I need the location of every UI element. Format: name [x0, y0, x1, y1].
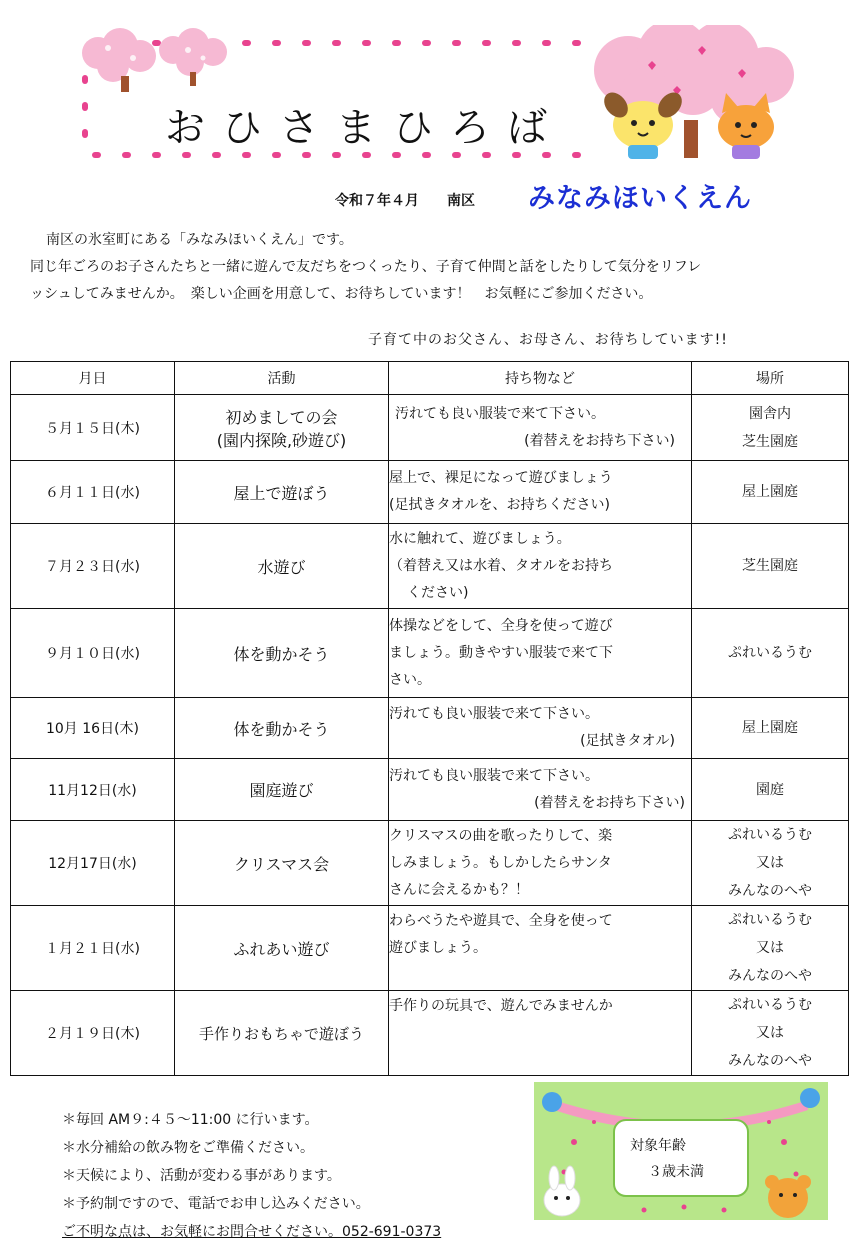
activity-line: 屋上で遊ぼう [233, 483, 330, 503]
place-line: 又は [756, 855, 784, 871]
column-header-date: 月日 [11, 362, 175, 395]
note-item: ＊予約制ですので、電話でお申し込みください。 [62, 1196, 370, 1212]
activity-line: 初めましての会 [225, 407, 338, 427]
table-header-row [11, 362, 849, 395]
row-activity [175, 759, 389, 821]
row-date: 10月 16日(木) [11, 698, 175, 759]
activity-line: 水遊び [257, 557, 306, 577]
table-row [11, 906, 849, 991]
activity-line: 園庭遊び [249, 781, 314, 800]
row-items [389, 759, 692, 821]
place-line: ぷれいるうむ [728, 827, 812, 843]
page-title: おひさまひろば [165, 105, 564, 151]
row-date: ６月１１日(水) [11, 461, 175, 524]
row-items [389, 698, 692, 759]
row-place [692, 609, 849, 698]
activity-line: 体を動かそう [233, 644, 330, 664]
items-line: 手作りの玩具で、遊んでみませんか [389, 998, 613, 1014]
column-header-activity: 活動 [175, 362, 389, 395]
blossom-tree-animals-icon [588, 25, 798, 167]
row-items [389, 609, 692, 698]
table-row [11, 821, 849, 906]
row-items [389, 461, 692, 524]
place-line: みんなのへや [728, 968, 812, 984]
place-line: ぷれいるうむ [728, 997, 812, 1013]
row-date: ９月１０日(水) [11, 609, 175, 698]
items-line: さんに会えるかも？！ [389, 881, 529, 898]
row-date: ２月１９日(木) [11, 991, 175, 1076]
row-activity [175, 698, 389, 759]
intro-line: 同じ年ごろのお子さんたちと一緒に遊んで友だちをつくったり、子育て仲間と話をしたりして気分をリフレ [30, 259, 702, 275]
table-row [11, 759, 849, 821]
intro-text [30, 227, 858, 308]
items-line: (足拭きタオルを、お持ちください) [389, 497, 610, 513]
row-place [692, 698, 849, 759]
items-line: (足拭きタオル) [580, 733, 675, 749]
items-line: 汚れても良い服装で来て下さい。 [389, 706, 599, 722]
note-item: ＊水分補給の飲み物をご準備ください。 [62, 1140, 314, 1156]
intro-line: ッシュしてみませんか。 楽しい企画を用意して、お待ちしています！ お気軽にご参加ください。 [30, 286, 653, 302]
place-line: みんなのへや [728, 1053, 812, 1069]
intro-line: 南区の氷室町にある「みなみほいくえん」です。 [46, 232, 353, 248]
target-age-value: ３歳未満 [648, 1164, 704, 1180]
place-line: 芝生園庭 [742, 433, 798, 450]
row-items [389, 524, 692, 609]
row-activity [175, 609, 389, 698]
items-line: 体操などをして、全身を使って遊び [389, 617, 613, 634]
activity-line: クリスマス会 [233, 854, 330, 874]
table-row [11, 991, 849, 1076]
items-line: (着替えをお持ち下さい) [524, 432, 675, 449]
place-line: 屋上園庭 [742, 720, 798, 736]
schedule-table [10, 361, 849, 1076]
activity-line: (園内探険,砂遊び) [216, 430, 347, 450]
contact-line: ご不明な点は、お気軽にお問合せください。052-691-0373 [62, 1224, 442, 1240]
row-place [692, 524, 849, 609]
row-activity [175, 906, 389, 991]
table-row [11, 524, 849, 609]
row-date: ７月２３日(水) [11, 524, 175, 609]
row-place [692, 461, 849, 524]
note-item: ＊天候により、活動が変わる事があります。 [62, 1168, 341, 1184]
date-label: 令和７年４月 [335, 193, 419, 209]
items-line: しみましょう。もしかしたらサンタ [389, 854, 612, 871]
items-line: ください) [407, 584, 469, 601]
table-row [11, 698, 849, 759]
column-header-items: 持ち物など [389, 362, 692, 395]
row-place [692, 395, 849, 461]
row-date: 12月17日(水) [11, 821, 175, 906]
row-activity [175, 395, 389, 461]
notes [62, 1106, 441, 1246]
row-place [692, 821, 849, 906]
table-row [11, 609, 849, 698]
items-line: （着替え又は水着、タオルをお持ち [389, 557, 613, 574]
items-line: 水に触れて、遊びましょう。 [389, 530, 571, 547]
blossom-tree-left-icon [78, 28, 248, 98]
activity-line: 体を動かそう [233, 719, 330, 739]
place-line: 園庭 [756, 781, 784, 798]
place-line: 園舎内 [749, 405, 791, 422]
place-line: 又は [756, 1025, 784, 1041]
table-row [11, 395, 849, 461]
row-activity [175, 461, 389, 524]
items-line: わらべうたや遊具で、全身を使って [389, 913, 613, 929]
row-items [389, 821, 692, 906]
place-line: ぷれいるうむ [728, 912, 812, 928]
bird-right-icon [800, 1088, 820, 1108]
row-place [692, 991, 849, 1076]
header [0, 0, 858, 215]
row-items [389, 395, 692, 461]
welcome-message: 子育て中のお父さん、お母さん、お待ちしています!! [368, 332, 728, 348]
items-line: ましょう。動きやすい服装で来て下 [389, 644, 613, 661]
table-row [11, 461, 849, 524]
row-activity [175, 991, 389, 1076]
place-line: ぷれいるうむ [728, 645, 812, 661]
items-line: (着替えをお持ち下さい) [534, 794, 685, 811]
target-label: 対象年齢 [630, 1138, 686, 1154]
row-place [692, 759, 849, 821]
place-line: 又は [756, 940, 784, 956]
note-item: ＊毎回 AM９:４５～11:00 に行います。 [62, 1112, 319, 1128]
issue-date [335, 190, 475, 210]
items-line: 屋上で、裸足になって遊びましょう [389, 470, 613, 486]
place-line: 芝生園庭 [742, 558, 798, 574]
place-line: みんなのへや [728, 883, 812, 899]
row-activity [175, 821, 389, 906]
row-items [389, 906, 692, 991]
column-header-place: 場所 [692, 362, 849, 395]
items-line: 汚れても良い服装で来て下さい。 [395, 405, 605, 422]
bird-left-icon [542, 1092, 562, 1112]
target-age [630, 1133, 704, 1185]
row-date: 11月12日(水) [11, 759, 175, 821]
items-line: クリスマスの曲を歌ったりして、楽 [389, 827, 613, 844]
items-line: 遊びましょう。 [389, 940, 487, 956]
place-line: 屋上園庭 [742, 484, 798, 500]
ward-label: 南区 [447, 193, 475, 209]
row-activity [175, 524, 389, 609]
school-name: みなみほいくえん [528, 183, 752, 214]
activity-line: ふれあい遊び [233, 939, 330, 959]
row-place [692, 906, 849, 991]
row-date: ５月１５日(木) [11, 395, 175, 461]
row-date: １月２１日(水) [11, 906, 175, 991]
items-line: さい。 [389, 671, 431, 688]
activity-line: 手作りおもちゃで遊ぼう [198, 1024, 364, 1043]
row-items [389, 991, 692, 1076]
items-line: 汚れても良い服装で来て下さい。 [389, 767, 599, 784]
